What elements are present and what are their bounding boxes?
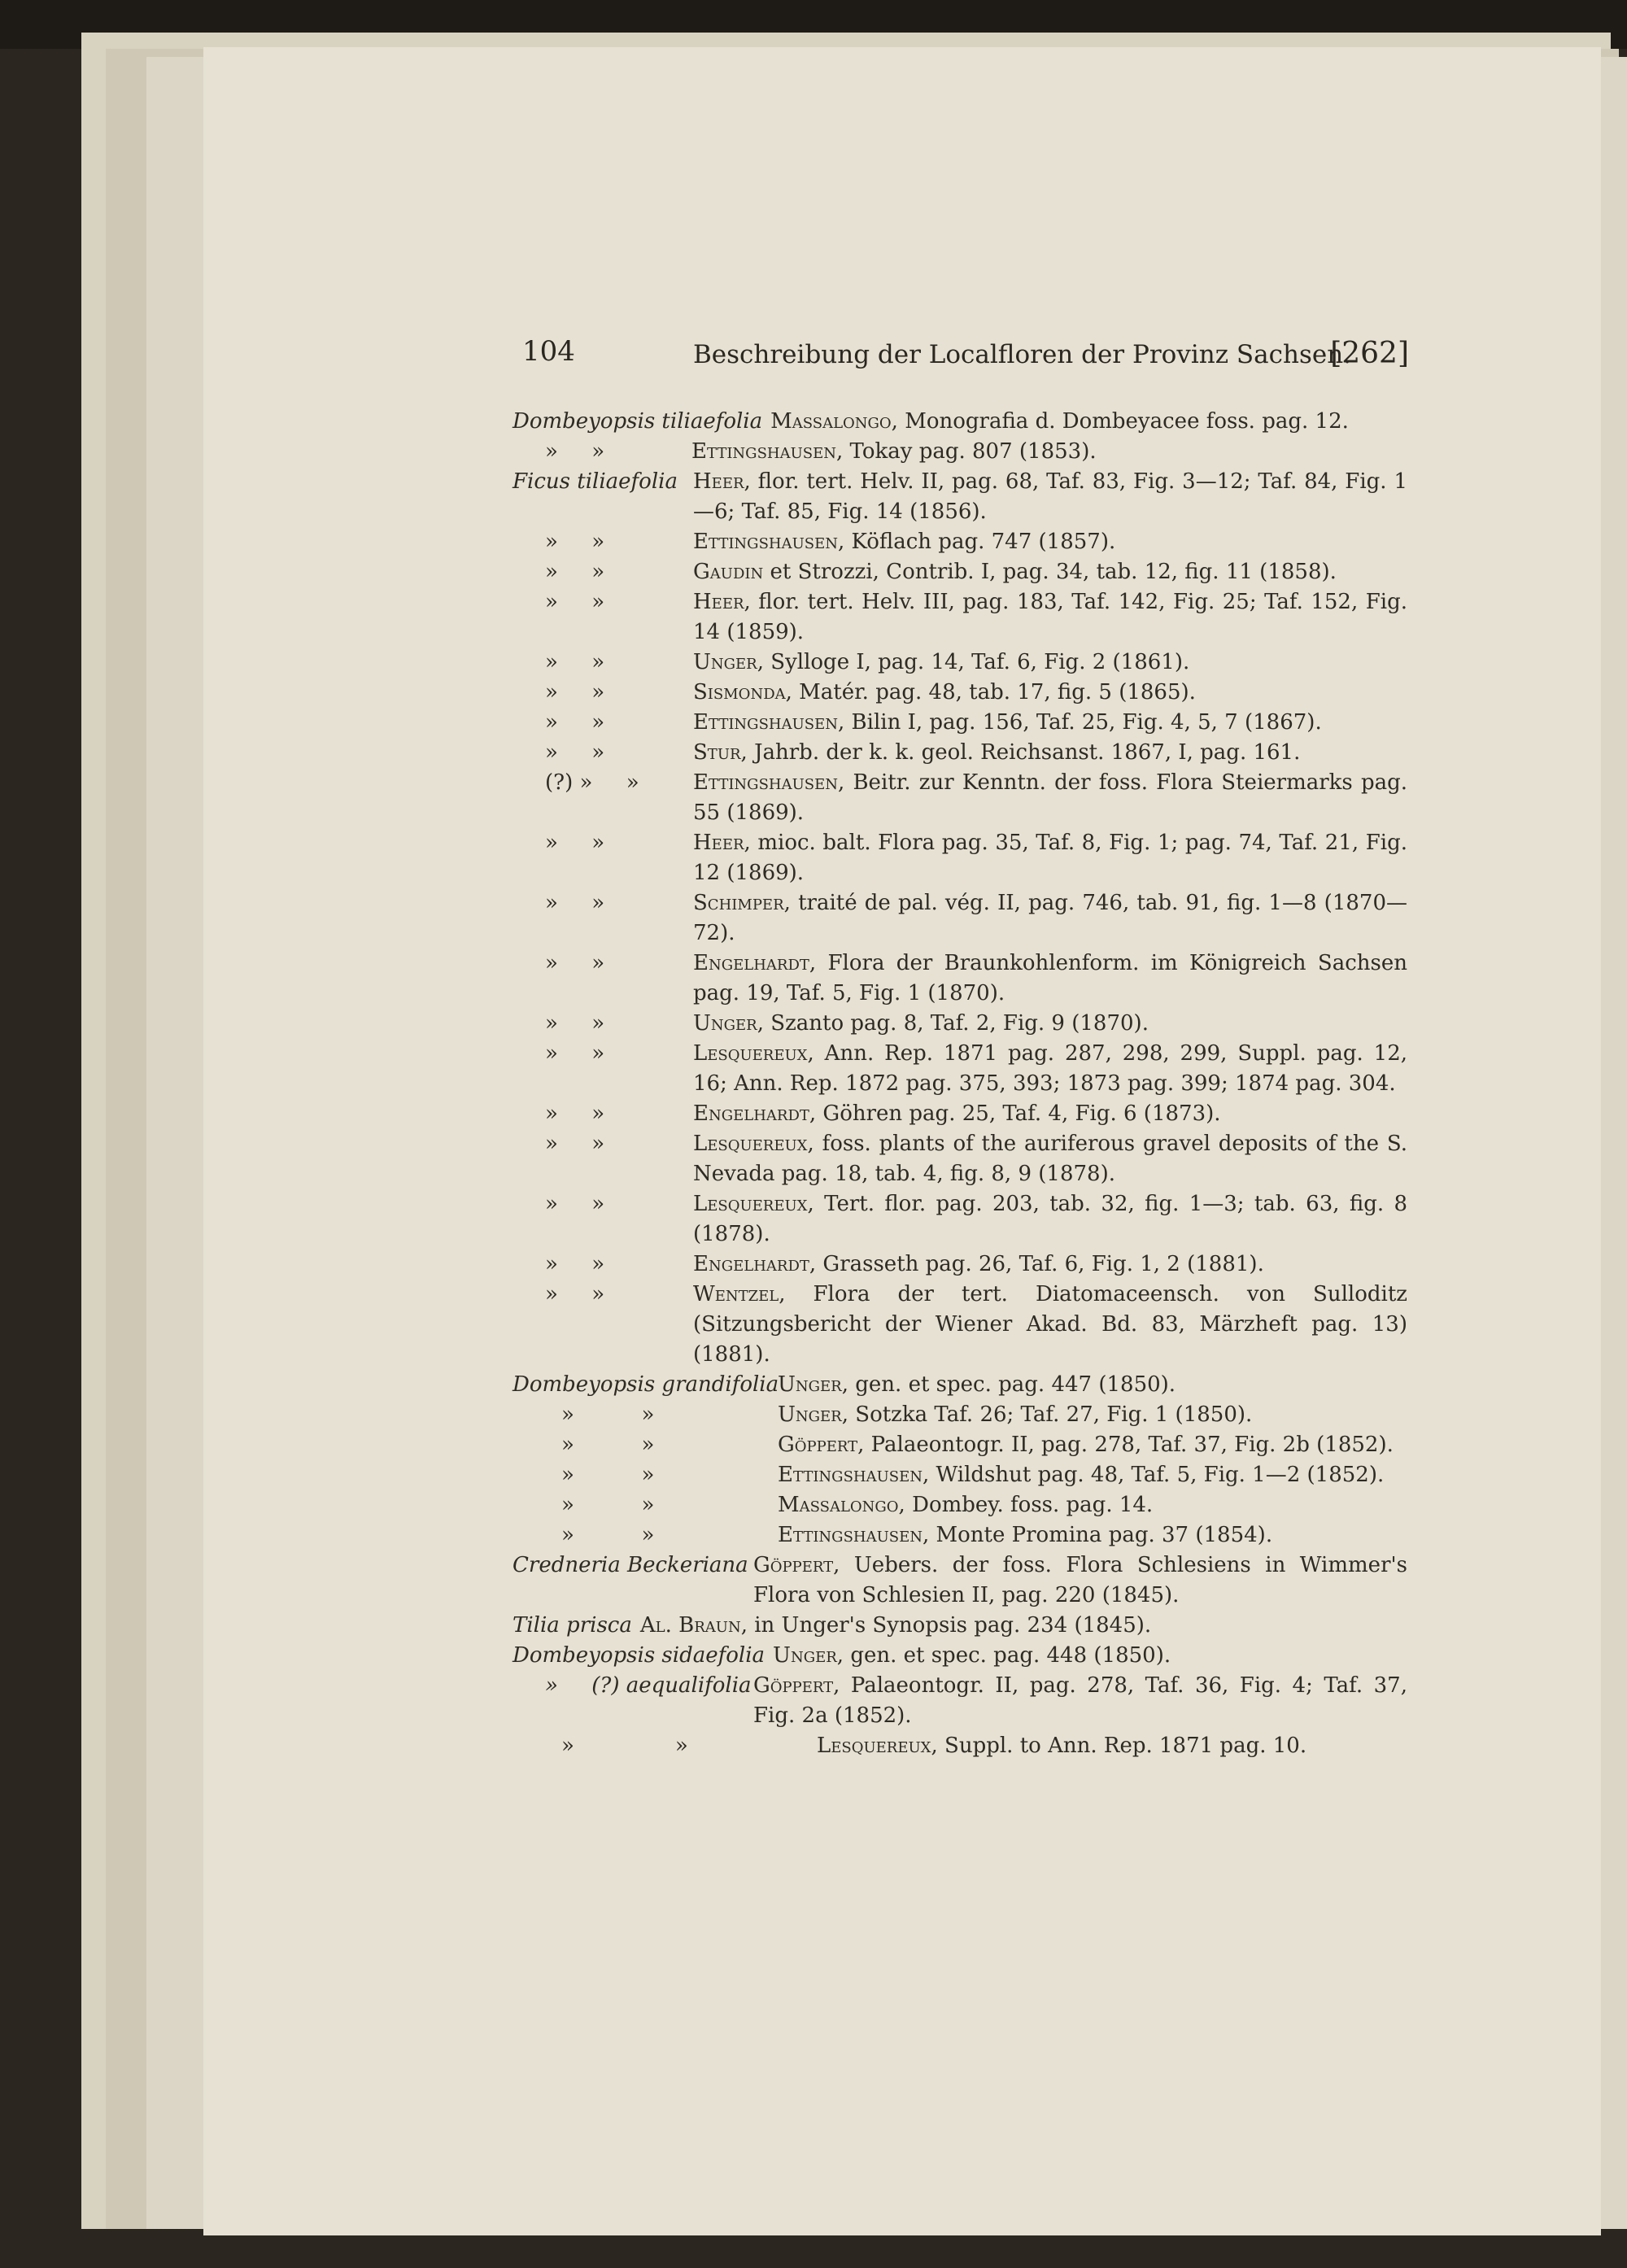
reference: in Unger's Synopsis pag. 234 (1845). — [754, 1613, 1152, 1638]
citation-text — [513, 1280, 1407, 1370]
author-name: Unger, — [778, 1402, 848, 1427]
reference: gen. et spec. pag. 448 (1850). — [850, 1643, 1171, 1668]
citation-text — [513, 1039, 1407, 1099]
synonymy-entry — [513, 587, 1407, 648]
citation-text — [513, 1189, 1407, 1250]
citation-text — [513, 648, 1407, 678]
citation-text — [513, 828, 1407, 888]
author-name: Al. Braun, — [639, 1613, 748, 1638]
ditto-marks: » » — [561, 1463, 655, 1487]
taxon-name: Credneria Beckeriana — [513, 1553, 748, 1577]
taxon-name: Dombeyopsis sidaefolia — [513, 1643, 766, 1668]
ditto-marks: » » — [545, 740, 605, 765]
citation-text — [513, 738, 1407, 768]
author-name: Ettingshausen, — [778, 1523, 930, 1547]
citation-text — [513, 1009, 1407, 1039]
synonymy-entry — [513, 1490, 1407, 1520]
citation-text — [513, 437, 1407, 467]
taxon-name: Dombeyopsis tiliaefolia — [513, 409, 763, 434]
author-name: Ettingshausen, — [693, 770, 845, 795]
synonymy-entry — [513, 407, 1407, 437]
author-name: Lesquereux, — [693, 1132, 814, 1156]
ditto-marks: » » — [561, 1734, 688, 1758]
author-name: Schimper, — [693, 891, 791, 915]
reference: Ann. Rep. 1871 pag. 287, 298, 299, Suppl. pag. 12, 16; Ann. Rep. 1872 pag. 375, 393; 1873 pag. 399; 1874 pag. 304. — [693, 1041, 1407, 1096]
synonymy-entry — [513, 1731, 1407, 1761]
synonymy-entry — [513, 1370, 1407, 1400]
synonymy-entry — [513, 1009, 1407, 1039]
reference: flor. tert. Helv. II, pag. 68, Taf. 83, Fig. 3—12; Taf. 84, Fig. 1—6; Taf. 85, Fig. 14 (1856). — [693, 469, 1407, 524]
citation-text — [513, 888, 1407, 949]
citation-text — [513, 678, 1407, 708]
synonymy-entry — [513, 888, 1407, 949]
synonymy-entry — [513, 1280, 1407, 1370]
synonymy-entry — [513, 1400, 1407, 1430]
author-name: Wentzel, — [693, 1282, 786, 1306]
reference: et Strozzi, Contrib. I, pag. 34, tab. 12, fig. 11 (1858). — [770, 560, 1337, 584]
ditto-marks: » » — [545, 1132, 605, 1156]
reference: foss. plants of the auriferous gravel deposits of the S. Nevada pag. 18, tab. 4, fig. 8, 9 (1878). — [693, 1132, 1407, 1186]
reference: Flora der Braunkohlenform. im Königreich Sachsen pag. 19, Taf. 5, Fig. 1 (1870). — [693, 951, 1408, 1005]
page-number: 104 — [522, 335, 575, 368]
ditto-marks: » » — [561, 1523, 655, 1547]
synonymy-entry — [513, 1129, 1407, 1189]
author-name: Heer, — [693, 590, 751, 614]
citation-text — [513, 557, 1407, 587]
reference: Sylloge I, pag. 14, Taf. 6, Fig. 2 (1861). — [770, 650, 1190, 674]
reference: Bilin I, pag. 156, Taf. 25, Fig. 4, 5, 7 (1867). — [851, 710, 1322, 735]
synonymy-entry — [513, 828, 1407, 888]
synonymy-entry — [513, 1611, 1407, 1641]
reference: Köflach pag. 747 (1857). — [851, 530, 1116, 554]
synonymy-entry — [513, 678, 1407, 708]
author-name: Engelhardt, — [693, 1101, 817, 1126]
author-name: Lesquereux, — [693, 1192, 814, 1216]
synonymy-entry — [513, 1250, 1407, 1280]
author-name: Unger, — [693, 650, 764, 674]
reference: traité de pal. vég. II, pag. 746, tab. 91, fig. 1—8 (1870—72). — [693, 891, 1407, 945]
author-name: Ettingshausen, — [693, 530, 845, 554]
author-name: Lesquereux, — [817, 1734, 938, 1758]
section-number: [262] — [1330, 337, 1409, 370]
author-name: Göppert, — [753, 1673, 840, 1698]
ditto-marks: » » — [545, 951, 605, 975]
author-name: Engelhardt, — [693, 951, 817, 975]
ditto-marks: » » — [545, 831, 605, 855]
ditto-marks: » » — [545, 1011, 605, 1036]
synonymy-entry — [513, 949, 1407, 1009]
reference: Sotzka Taf. 26; Taf. 27, Fig. 1 (1850). — [855, 1402, 1253, 1427]
ditto-marks: (?) » » — [545, 770, 639, 795]
synonymy-entry — [513, 1039, 1407, 1099]
citation-text — [513, 949, 1407, 1009]
author-name: Heer, — [693, 469, 751, 494]
author-name: Unger, — [778, 1372, 848, 1397]
reference: gen. et spec. pag. 447 (1850). — [855, 1372, 1176, 1397]
ditto-marks: » » — [545, 650, 605, 674]
reference: Matér. pag. 48, tab. 17, fig. 5 (1865). — [799, 680, 1196, 704]
ditto-marks: » » — [545, 710, 605, 735]
ditto-marks: » » — [545, 891, 605, 915]
taxon-name: Dombeyopsis grandifolia — [513, 1372, 779, 1397]
citation-text — [513, 587, 1407, 648]
author-name: Ettingshausen, — [778, 1463, 930, 1487]
ditto-marks: » » — [545, 590, 605, 614]
reference: Monografia d. Dombeyacee foss. pag. 12. — [905, 409, 1349, 434]
synonymy-entry — [513, 648, 1407, 678]
synonymy-entry — [513, 1671, 1407, 1731]
reference: Göhren pag. 25, Taf. 4, Fig. 6 (1873). — [822, 1101, 1221, 1126]
synonymy-entry — [513, 1551, 1407, 1611]
synonymy-entry — [513, 708, 1407, 738]
author-name: Ettingshausen, — [693, 710, 845, 735]
author-name: Unger, — [693, 1011, 764, 1036]
citation-text — [513, 527, 1407, 557]
ditto-marks: » » — [545, 439, 605, 464]
ditto-marks: » (?) aequalifolia — [545, 1673, 752, 1698]
synonymy-entry — [513, 557, 1407, 587]
ditto-marks: » » — [561, 1433, 655, 1457]
synonymy-entry — [513, 1189, 1407, 1250]
author-name: Göppert, — [778, 1433, 865, 1457]
synonymy-entry — [513, 768, 1407, 828]
reference: Dombey. foss. pag. 14. — [912, 1493, 1154, 1517]
author-name: Lesquereux, — [693, 1041, 814, 1066]
running-title: Beschreibung der Localfloren der Provinz Sachsen. — [693, 340, 1352, 369]
citation-text — [513, 708, 1407, 738]
ditto-marks: » » — [561, 1402, 655, 1427]
taxon-name: Tilia prisca — [513, 1613, 632, 1638]
synonymy-entry — [513, 1460, 1407, 1490]
ditto-marks: » » — [545, 560, 605, 584]
synonymy-entry — [513, 437, 1407, 467]
ditto-marks: » » — [545, 1041, 605, 1066]
reference: Tokay pag. 807 (1853). — [849, 439, 1097, 464]
reference: Szanto pag. 8, Taf. 2, Fig. 9 (1870). — [770, 1011, 1149, 1036]
author-name: Stur, — [693, 740, 748, 765]
citation-text — [513, 1250, 1407, 1280]
author-name: Massalongo, — [770, 409, 898, 434]
reference: Wildshut pag. 48, Taf. 5, Fig. 1—2 (1852). — [936, 1463, 1385, 1487]
reference: Suppl. to Ann. Rep. 1871 pag. 10. — [944, 1734, 1307, 1758]
ditto-marks: » » — [545, 530, 605, 554]
reference: Tert. flor. pag. 203, tab. 32, fig. 1—3; tab. 63, fig. 8 (1878). — [693, 1192, 1408, 1246]
ditto-marks: » » — [545, 1101, 605, 1126]
synonymy-entry — [513, 1430, 1407, 1460]
author-name: Massalongo, — [778, 1493, 905, 1517]
author-name: Unger, — [773, 1643, 844, 1668]
reference: Monte Promina pag. 37 (1854). — [936, 1523, 1273, 1547]
author-name: Engelhardt, — [693, 1252, 817, 1276]
reference: Flora der tert. Diatomaceensch. von Sulloditz (Sitzungsbericht der Wiener Akad. Bd. 83, Märzheft pag. 13) (1881). — [693, 1282, 1407, 1367]
reference: Palaeontogr. II, pag. 278, Taf. 37, Fig. 2b (1852). — [870, 1433, 1394, 1457]
ditto-marks: » » — [561, 1493, 655, 1517]
ditto-marks: » » — [545, 1282, 605, 1306]
reference: Grasseth pag. 26, Taf. 6, Fig. 1, 2 (1881). — [822, 1252, 1264, 1276]
synonymy-list — [513, 407, 1407, 1761]
citation-text — [513, 1099, 1407, 1129]
synonymy-entry — [513, 1641, 1407, 1671]
synonymy-entry — [513, 1099, 1407, 1129]
ditto-marks: » » — [545, 1252, 605, 1276]
ditto-marks: » » — [545, 680, 605, 704]
synonymy-entry — [513, 738, 1407, 768]
author-name: Heer, — [693, 831, 751, 855]
reference: flor. tert. Helv. III, pag. 183, Taf. 142, Fig. 25; Taf. 152, Fig. 14 (1859). — [693, 590, 1407, 644]
synonymy-entry — [513, 527, 1407, 557]
reference: mioc. balt. Flora pag. 35, Taf. 8, Fig. 1; pag. 74, Taf. 21, Fig. 12 (1869). — [693, 831, 1407, 885]
author-name: Göppert, — [753, 1553, 840, 1577]
running-header — [522, 332, 1409, 381]
reference: Palaeontogr. II, pag. 278, Taf. 36, Fig. 4; Taf. 37, Fig. 2a (1852). — [753, 1673, 1407, 1728]
reference: Beitr. zur Kenntn. der foss. Flora Steiermarks pag. 55 (1869). — [693, 770, 1408, 825]
citation-text — [513, 1129, 1407, 1189]
citation-text — [513, 768, 1407, 828]
reference: Jahrb. der k. k. geol. Reichsanst. 1867, I, pag. 161. — [754, 740, 1301, 765]
citation-text — [513, 1611, 1407, 1641]
author-name: Ettingshausen, — [691, 439, 844, 464]
author-name: Sismonda, — [693, 680, 792, 704]
synonymy-entry — [513, 467, 1407, 527]
reference: Uebers. der foss. Flora Schlesiens in Wimmer's Flora von Schlesien II, pag. 220 (1845). — [753, 1553, 1407, 1607]
taxon-name: Ficus tiliaefolia — [513, 469, 678, 494]
author-name: Gaudin — [693, 560, 764, 584]
synonymy-entry — [513, 1520, 1407, 1551]
ditto-marks: » » — [545, 1192, 605, 1216]
